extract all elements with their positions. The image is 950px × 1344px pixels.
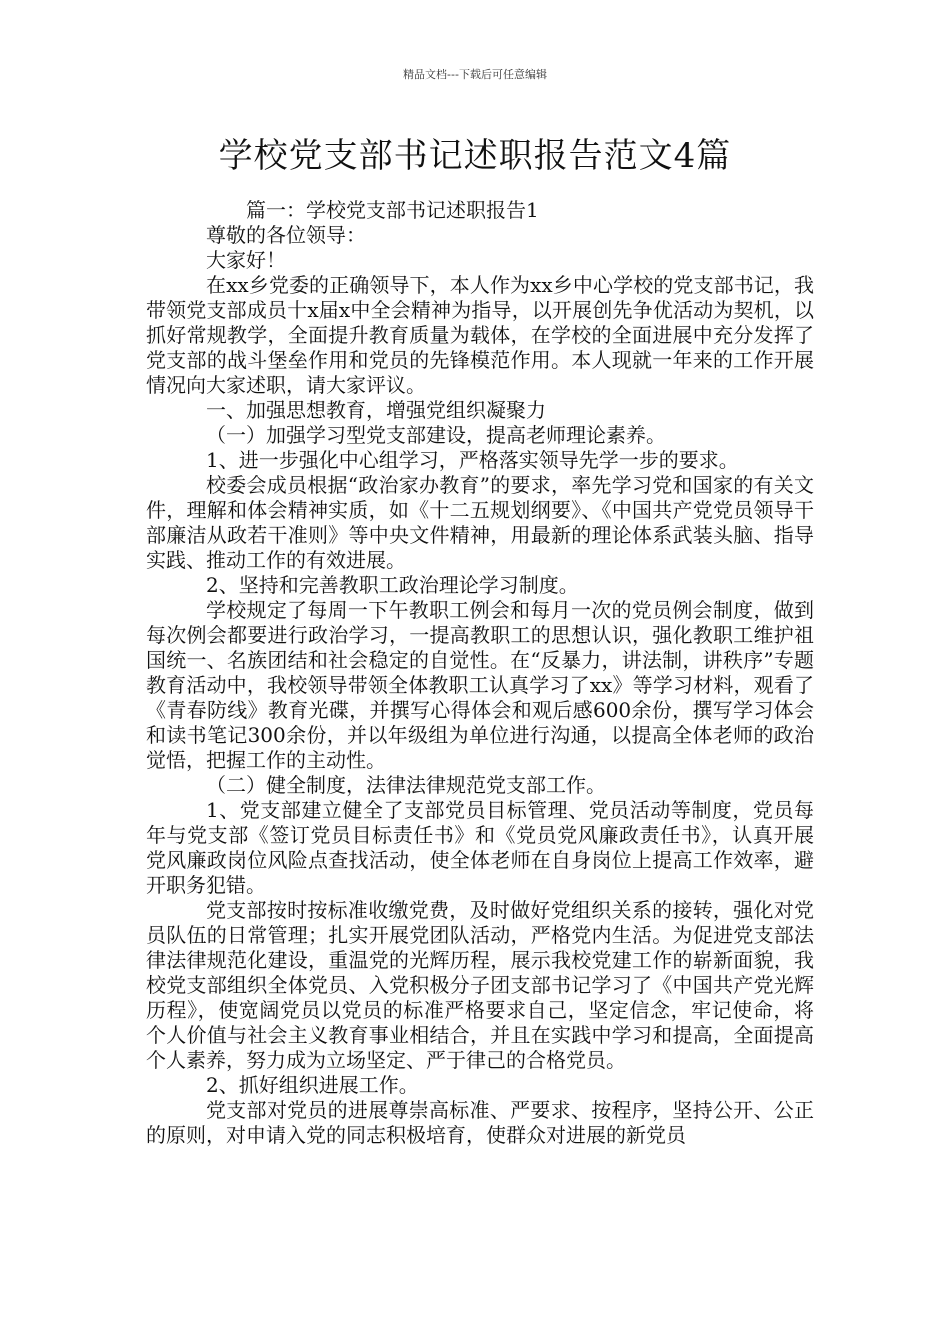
body-paragraph: 1、党支部建立健全了支部党员目标管理、党员活动等制度，党员每年与党支部《签订党员目标责任书》和《党员党风廉政责任书》，认真开展党风廉政岗位风险点查找活动，使全体老师在自身岗位上提高工作效率，避开职务犯错。 <box>146 798 814 897</box>
body-paragraph: 党支部对党员的进展尊崇高标准、严要求、按程序，坚持公开、公正的原则，对申请入党的同志积极培育，使群众对进展的新党员 <box>146 1098 814 1147</box>
section-heading: 篇一：学校党支部书记述职报告1 <box>246 198 539 222</box>
salutation: 尊敬的各位领导： <box>206 223 366 247</box>
document-title: 学校党支部书记述职报告范文4篇 <box>218 136 732 176</box>
body-paragraph: 在xx乡党委的正确领导下，本人作为xx乡中心学校的党支部书记，我带领党支部成员十x届x中全会精神为指导，以开展创先争优活动为契机，以抓好常规教学，全面提升教育质量为载体，在学校的全面进展中充分发挥了党支部的战斗堡垒作用和党员的先锋模范作用。本人现就一年来的工作开展情况向大家述职，请大家评议。 <box>146 273 814 397</box>
body-paragraph: 学校规定了每周一下午教职工例会和每月一次的党员例会制度，做到每次例会都要进行政治学习，一提高教职工的思想认识，强化教职工维护祖国统一、名族团结和社会稳定的自觉性。在“反暴力，讲法制，讲秩序”专题教育活动中，我校领导带领全体教职工认真学习了xx》等学习材料，观看了《青春防线》教育光碟，并撰写心得体会和观后感600余份，撰写学习体会和读书笔记300余份，并以年级组为单位进行沟通，以提高全体老师的政治觉悟，把握工作的主动性。 <box>146 598 814 772</box>
body-paragraph: 校委会成员根据“政治家办教育”的要求，率先学习党和国家的有关文件，理解和体会精神实质，如《十二五规划纲要》、《中国共产党党员领导干部廉洁从政若干准则》等中央文件精神，用最新的理论体系武装头脑、指导实践、推动工作的有效进展。 <box>146 473 814 572</box>
sub-heading: （二）健全制度，法律法律规范党支部工作。 <box>206 773 606 797</box>
document-body <box>146 198 814 1148</box>
item-heading: 2、坚持和完善教职工政治理论学习制度。 <box>206 573 579 597</box>
page-header: 精品文档---下载后可任意编辑 <box>403 68 547 81</box>
item-heading: 1、进一步强化中心组学习，严格落实领导先学一步的要求。 <box>206 448 739 472</box>
greeting: 大家好！ <box>206 248 286 272</box>
sub-heading: （一）加强学习型党支部建设，提高老师理论素养。 <box>206 423 666 447</box>
item-heading: 2、抓好组织进展工作。 <box>206 1073 419 1097</box>
body-paragraph: 党支部按时按标准收缴党费，及时做好党组织关系的接转，强化对党员队伍的日常管理；扎实开展党团队活动，严格党内生活。为促进党支部法律法律规范化建设，重温党的光辉历程，展示我校党建工作的崭新面貌，我校党支部组织全体党员、入党积极分子团支部书记学习了《中国共产党光辉历程》，使宽阔党员以党员的标准严格要求自己，坚定信念，牢记使命，将个人价值与社会主义教育事业相结合，并且在实践中学习和提高，全面提高个人素养，努力成为立场坚定、严于律己的合格党员。 <box>146 898 814 1072</box>
section-heading: 一、加强思想教育，增强党组织凝聚力 <box>206 398 546 422</box>
